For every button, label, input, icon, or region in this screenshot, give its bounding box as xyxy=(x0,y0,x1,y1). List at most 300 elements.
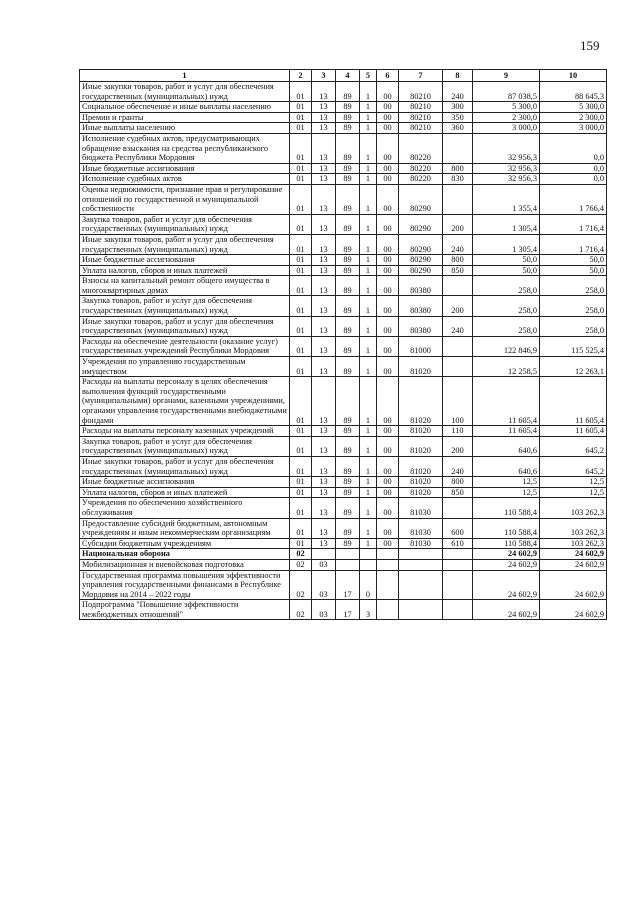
cell-col-2: 01 xyxy=(290,276,312,296)
cell-col-3: 13 xyxy=(312,377,336,426)
page-number: 159 xyxy=(580,38,600,53)
table-row xyxy=(80,102,607,113)
cell-col-2: 01 xyxy=(290,357,312,377)
cell-col-2: 01 xyxy=(290,518,312,538)
cell-col-10: 0,0 xyxy=(540,163,607,174)
column-header: 5 xyxy=(360,70,377,82)
cell-col-7: 81030 xyxy=(399,498,443,518)
row-name-cell: Закупка товаров, работ и услуг для обеспечения государственных (муниципальных) нужд xyxy=(80,214,290,234)
cell-col-6: 00 xyxy=(377,276,399,296)
table-row xyxy=(80,296,607,316)
cell-col-2: 01 xyxy=(290,112,312,123)
cell-col-6: 00 xyxy=(377,518,399,538)
cell-col-10: 1 716,4 xyxy=(540,234,607,254)
cell-col-7: 80290 xyxy=(399,265,443,276)
cell-col-9: 640,6 xyxy=(473,436,540,456)
cell-col-10: 24 602,9 xyxy=(540,549,607,560)
table-row xyxy=(80,559,607,570)
cell-col-4: 89 xyxy=(336,265,360,276)
table-row xyxy=(80,184,607,214)
table-row xyxy=(80,214,607,234)
table-row xyxy=(80,518,607,538)
cell-col-10: 645,2 xyxy=(540,456,607,476)
table-body xyxy=(80,82,607,620)
table-row xyxy=(80,265,607,276)
cell-col-8 xyxy=(443,549,473,560)
row-name-cell: Учреждения по обеспечению хозяйственного обслуживания xyxy=(80,498,290,518)
cell-col-8: 240 xyxy=(443,234,473,254)
cell-col-10: 0,0 xyxy=(540,133,607,163)
cell-col-7: 80290 xyxy=(399,255,443,266)
column-header: 8 xyxy=(443,70,473,82)
cell-col-10: 1 716,4 xyxy=(540,214,607,234)
row-name-cell: Закупка товаров, работ и услуг для обеспечения государственных (муниципальных) нужд xyxy=(80,296,290,316)
cell-col-7: 80380 xyxy=(399,316,443,336)
cell-col-9: 32 956,3 xyxy=(473,163,540,174)
cell-col-4: 89 xyxy=(336,234,360,254)
row-name-cell: Предоставление субсидий бюджетным, автономным учреждениям и иным некоммерческим организациям xyxy=(80,518,290,538)
cell-col-5: 1 xyxy=(360,265,377,276)
cell-col-10: 0,0 xyxy=(540,174,607,185)
table-row xyxy=(80,316,607,336)
cell-col-2: 01 xyxy=(290,316,312,336)
cell-col-8 xyxy=(443,570,473,600)
cell-col-9: 110 588,4 xyxy=(473,538,540,549)
cell-col-10: 24 602,9 xyxy=(540,600,607,620)
cell-col-9: 87 038,5 xyxy=(473,82,540,102)
cell-col-3: 13 xyxy=(312,426,336,437)
cell-col-4: 89 xyxy=(336,163,360,174)
cell-col-10: 24 602,9 xyxy=(540,559,607,570)
row-name-cell: Иные выплаты населению xyxy=(80,123,290,134)
cell-col-8: 600 xyxy=(443,518,473,538)
table-row xyxy=(80,456,607,476)
cell-col-9: 1 305,4 xyxy=(473,214,540,234)
column-header: 2 xyxy=(290,70,312,82)
cell-col-8: 850 xyxy=(443,487,473,498)
cell-col-5: 1 xyxy=(360,255,377,266)
row-name-cell: Расходы на выплаты персоналу в целях обеспечения выполнения функций государственными (муниципальными) органами, казенными учреждениями, органами управления государственными внебюджетными фондами xyxy=(80,377,290,426)
cell-col-3: 13 xyxy=(312,234,336,254)
row-name-cell: Премии и гранты xyxy=(80,112,290,123)
row-name-cell: Иные закупки товаров, работ и услуг для обеспечения государственных (муниципальных) нужд xyxy=(80,456,290,476)
cell-col-9: 32 956,3 xyxy=(473,174,540,185)
cell-col-4: 89 xyxy=(336,357,360,377)
table-row xyxy=(80,570,607,600)
cell-col-8: 240 xyxy=(443,82,473,102)
cell-col-9: 640,6 xyxy=(473,456,540,476)
cell-col-8: 110 xyxy=(443,426,473,437)
cell-col-5: 1 xyxy=(360,276,377,296)
table-row xyxy=(80,477,607,488)
cell-col-3: 13 xyxy=(312,518,336,538)
cell-col-5 xyxy=(360,549,377,560)
table-header-row xyxy=(80,70,607,82)
row-name-cell: Иные бюджетные ассигнования xyxy=(80,255,290,266)
cell-col-4: 89 xyxy=(336,426,360,437)
cell-col-6: 00 xyxy=(377,184,399,214)
cell-col-4: 89 xyxy=(336,112,360,123)
cell-col-2: 01 xyxy=(290,456,312,476)
cell-col-7 xyxy=(399,559,443,570)
cell-col-6: 00 xyxy=(377,102,399,113)
cell-col-6 xyxy=(377,559,399,570)
cell-col-4: 89 xyxy=(336,377,360,426)
table-row xyxy=(80,600,607,620)
table-row xyxy=(80,538,607,549)
column-header: 6 xyxy=(377,70,399,82)
cell-col-9: 5 300,0 xyxy=(473,102,540,113)
cell-col-10: 103 262,3 xyxy=(540,538,607,549)
cell-col-8: 240 xyxy=(443,456,473,476)
cell-col-6: 00 xyxy=(377,234,399,254)
cell-col-6: 00 xyxy=(377,296,399,316)
cell-col-2: 01 xyxy=(290,123,312,134)
column-header: 1 xyxy=(80,70,290,82)
row-name-cell: Национальная оборона xyxy=(80,549,290,560)
cell-col-7: 80220 xyxy=(399,163,443,174)
cell-col-2: 01 xyxy=(290,487,312,498)
cell-col-6: 00 xyxy=(377,163,399,174)
cell-col-4: 89 xyxy=(336,214,360,234)
cell-col-3: 13 xyxy=(312,487,336,498)
cell-col-8: 100 xyxy=(443,377,473,426)
cell-col-9: 24 602,9 xyxy=(473,559,540,570)
column-header: 10 xyxy=(540,70,607,82)
cell-col-7: 80210 xyxy=(399,102,443,113)
cell-col-5: 1 xyxy=(360,82,377,102)
table-row xyxy=(80,234,607,254)
cell-col-10: 11 605,4 xyxy=(540,377,607,426)
row-name-cell: Иные закупки товаров, работ и услуг для обеспечения государственных (муниципальных) нужд xyxy=(80,234,290,254)
cell-col-5: 1 xyxy=(360,112,377,123)
cell-col-2: 01 xyxy=(290,255,312,266)
cell-col-10: 2 300,0 xyxy=(540,112,607,123)
cell-col-8: 610 xyxy=(443,538,473,549)
cell-col-7: 80290 xyxy=(399,234,443,254)
cell-col-2: 01 xyxy=(290,426,312,437)
cell-col-3: 13 xyxy=(312,214,336,234)
row-name-cell: Мобилизационная и вневойсковая подготовка xyxy=(80,559,290,570)
cell-col-10: 3 000,0 xyxy=(540,123,607,134)
cell-col-3: 13 xyxy=(312,296,336,316)
cell-col-6: 00 xyxy=(377,477,399,488)
cell-col-4: 89 xyxy=(336,538,360,549)
cell-col-5: 1 xyxy=(360,426,377,437)
cell-col-7: 80210 xyxy=(399,123,443,134)
cell-col-6: 00 xyxy=(377,436,399,456)
cell-col-8 xyxy=(443,336,473,356)
cell-col-9: 258,0 xyxy=(473,296,540,316)
cell-col-4: 89 xyxy=(336,518,360,538)
table-row xyxy=(80,174,607,185)
cell-col-7: 80290 xyxy=(399,214,443,234)
cell-col-3: 13 xyxy=(312,498,336,518)
cell-col-7: 80380 xyxy=(399,296,443,316)
cell-col-5: 1 xyxy=(360,133,377,163)
cell-col-10: 50,0 xyxy=(540,255,607,266)
cell-col-5: 1 xyxy=(360,316,377,336)
cell-col-6: 00 xyxy=(377,82,399,102)
cell-col-10: 5 300,0 xyxy=(540,102,607,113)
cell-col-6: 00 xyxy=(377,174,399,185)
cell-col-9: 12 258,5 xyxy=(473,357,540,377)
cell-col-4: 89 xyxy=(336,456,360,476)
cell-col-9: 24 602,9 xyxy=(473,570,540,600)
cell-col-7: 80380 xyxy=(399,276,443,296)
cell-col-2: 01 xyxy=(290,498,312,518)
cell-col-7: 81020 xyxy=(399,477,443,488)
cell-col-4 xyxy=(336,559,360,570)
cell-col-6: 00 xyxy=(377,487,399,498)
cell-col-2: 01 xyxy=(290,82,312,102)
cell-col-10: 88 645,3 xyxy=(540,82,607,102)
cell-col-8: 800 xyxy=(443,163,473,174)
cell-col-7: 80210 xyxy=(399,112,443,123)
cell-col-10: 1 766,4 xyxy=(540,184,607,214)
cell-col-10: 103 262,3 xyxy=(540,518,607,538)
cell-col-6 xyxy=(377,600,399,620)
cell-col-10: 115 525,4 xyxy=(540,336,607,356)
cell-col-3: 13 xyxy=(312,82,336,102)
cell-col-9: 3 000,0 xyxy=(473,123,540,134)
row-name-cell: Взносы на капитальный ремонт общего имущества в многоквартирных домах xyxy=(80,276,290,296)
cell-col-3: 13 xyxy=(312,477,336,488)
cell-col-2: 01 xyxy=(290,102,312,113)
cell-col-9: 2 300,0 xyxy=(473,112,540,123)
cell-col-5: 1 xyxy=(360,456,377,476)
cell-col-7 xyxy=(399,549,443,560)
cell-col-4: 89 xyxy=(336,487,360,498)
cell-col-8 xyxy=(443,600,473,620)
table-row xyxy=(80,133,607,163)
cell-col-10: 258,0 xyxy=(540,316,607,336)
table-row xyxy=(80,255,607,266)
cell-col-6: 00 xyxy=(377,112,399,123)
cell-col-2: 01 xyxy=(290,436,312,456)
cell-col-3: 13 xyxy=(312,276,336,296)
cell-col-5: 1 xyxy=(360,436,377,456)
cell-col-3: 13 xyxy=(312,456,336,476)
cell-col-2: 01 xyxy=(290,336,312,356)
cell-col-9: 24 602,9 xyxy=(473,549,540,560)
cell-col-9: 1 355,4 xyxy=(473,184,540,214)
cell-col-5: 1 xyxy=(360,234,377,254)
cell-col-2: 01 xyxy=(290,163,312,174)
cell-col-5: 1 xyxy=(360,214,377,234)
cell-col-10: 24 602,9 xyxy=(540,570,607,600)
cell-col-3: 13 xyxy=(312,112,336,123)
cell-col-6: 00 xyxy=(377,538,399,549)
cell-col-8 xyxy=(443,133,473,163)
cell-col-3: 13 xyxy=(312,123,336,134)
cell-col-4: 89 xyxy=(336,82,360,102)
cell-col-8: 830 xyxy=(443,174,473,185)
row-name-cell: Социальное обеспечение и иные выплаты населению xyxy=(80,102,290,113)
cell-col-2: 02 xyxy=(290,600,312,620)
cell-col-9: 110 588,4 xyxy=(473,518,540,538)
cell-col-4: 17 xyxy=(336,570,360,600)
row-name-cell: Иные закупки товаров, работ и услуг для обеспечения государственных (муниципальных) нужд xyxy=(80,316,290,336)
cell-col-9: 12,5 xyxy=(473,487,540,498)
cell-col-3: 13 xyxy=(312,316,336,336)
cell-col-7: 81030 xyxy=(399,518,443,538)
cell-col-6 xyxy=(377,549,399,560)
cell-col-5: 1 xyxy=(360,357,377,377)
cell-col-10: 12 263,1 xyxy=(540,357,607,377)
cell-col-4: 89 xyxy=(336,477,360,488)
column-header: 3 xyxy=(312,70,336,82)
cell-col-3: 13 xyxy=(312,133,336,163)
cell-col-8 xyxy=(443,184,473,214)
cell-col-9: 258,0 xyxy=(473,316,540,336)
cell-col-7: 81020 xyxy=(399,456,443,476)
cell-col-10: 645,2 xyxy=(540,436,607,456)
cell-col-7: 80220 xyxy=(399,174,443,185)
cell-col-9: 50,0 xyxy=(473,255,540,266)
cell-col-5: 1 xyxy=(360,518,377,538)
cell-col-6: 00 xyxy=(377,336,399,356)
cell-col-7 xyxy=(399,570,443,600)
cell-col-5: 1 xyxy=(360,487,377,498)
cell-col-3: 03 xyxy=(312,570,336,600)
cell-col-4: 89 xyxy=(336,102,360,113)
cell-col-10: 258,0 xyxy=(540,296,607,316)
table-row xyxy=(80,498,607,518)
cell-col-6: 00 xyxy=(377,133,399,163)
cell-col-9: 258,0 xyxy=(473,276,540,296)
table-row xyxy=(80,123,607,134)
cell-col-6: 00 xyxy=(377,426,399,437)
column-header: 9 xyxy=(473,70,540,82)
cell-col-5: 1 xyxy=(360,538,377,549)
cell-col-9: 24 602,9 xyxy=(473,600,540,620)
cell-col-6: 00 xyxy=(377,214,399,234)
cell-col-5: 1 xyxy=(360,377,377,426)
cell-col-5: 1 xyxy=(360,163,377,174)
cell-col-2: 01 xyxy=(290,133,312,163)
cell-col-9: 1 305,4 xyxy=(473,234,540,254)
cell-col-6: 00 xyxy=(377,255,399,266)
table-row xyxy=(80,487,607,498)
row-name-cell: Иные закупки товаров, работ и услуг для обеспечения государственных (муниципальных) нужд xyxy=(80,82,290,102)
cell-col-3 xyxy=(312,549,336,560)
cell-col-10: 12,5 xyxy=(540,487,607,498)
column-header: 4 xyxy=(336,70,360,82)
cell-col-3: 13 xyxy=(312,184,336,214)
table-row xyxy=(80,276,607,296)
cell-col-2: 01 xyxy=(290,477,312,488)
cell-col-6: 00 xyxy=(377,316,399,336)
cell-col-8: 200 xyxy=(443,436,473,456)
cell-col-7: 81020 xyxy=(399,487,443,498)
cell-col-9: 12,5 xyxy=(473,477,540,488)
cell-col-5: 1 xyxy=(360,477,377,488)
cell-col-5: 3 xyxy=(360,600,377,620)
cell-col-6: 00 xyxy=(377,498,399,518)
cell-col-8: 350 xyxy=(443,112,473,123)
cell-col-6: 00 xyxy=(377,377,399,426)
cell-col-3: 13 xyxy=(312,538,336,549)
cell-col-6 xyxy=(377,570,399,600)
cell-col-10: 50,0 xyxy=(540,265,607,276)
cell-col-3: 03 xyxy=(312,600,336,620)
cell-col-4 xyxy=(336,549,360,560)
cell-col-5: 1 xyxy=(360,296,377,316)
cell-col-3: 13 xyxy=(312,436,336,456)
cell-col-7: 81000 xyxy=(399,336,443,356)
cell-col-5: 1 xyxy=(360,184,377,214)
cell-col-3: 13 xyxy=(312,357,336,377)
row-name-cell: Исполнение судебных актов, предусматривающих обращение взыскания на средства республиканского бюджета Республики Мордовия xyxy=(80,133,290,163)
cell-col-8: 800 xyxy=(443,477,473,488)
cell-col-6: 00 xyxy=(377,265,399,276)
table-row xyxy=(80,112,607,123)
row-name-cell: Расходы на выплаты персоналу казенных учреждений xyxy=(80,426,290,437)
row-name-cell: Иные бюджетные ассигнования xyxy=(80,163,290,174)
cell-col-6: 00 xyxy=(377,357,399,377)
cell-col-4: 89 xyxy=(336,296,360,316)
cell-col-7: 80210 xyxy=(399,82,443,102)
cell-col-5: 1 xyxy=(360,174,377,185)
cell-col-4: 89 xyxy=(336,174,360,185)
cell-col-5: 1 xyxy=(360,336,377,356)
cell-col-7: 81020 xyxy=(399,436,443,456)
cell-col-9: 110 588,4 xyxy=(473,498,540,518)
cell-col-10: 103 262,3 xyxy=(540,498,607,518)
budget-table xyxy=(79,69,607,620)
cell-col-8 xyxy=(443,276,473,296)
cell-col-2: 01 xyxy=(290,174,312,185)
cell-col-7: 81020 xyxy=(399,357,443,377)
column-header: 7 xyxy=(399,70,443,82)
row-name-cell: Подпрограмма "Повышение эффективности межбюджетных отношений" xyxy=(80,600,290,620)
cell-col-8: 800 xyxy=(443,255,473,266)
cell-col-2: 01 xyxy=(290,214,312,234)
cell-col-5: 1 xyxy=(360,498,377,518)
cell-col-6: 00 xyxy=(377,456,399,476)
table-row xyxy=(80,436,607,456)
cell-col-2: 01 xyxy=(290,184,312,214)
cell-col-4: 89 xyxy=(336,316,360,336)
cell-col-2: 01 xyxy=(290,377,312,426)
cell-col-9: 32 956,3 xyxy=(473,133,540,163)
cell-col-6: 00 xyxy=(377,123,399,134)
cell-col-2: 02 xyxy=(290,549,312,560)
row-name-cell: Уплата налогов, сборов и иных платежей xyxy=(80,487,290,498)
cell-col-2: 01 xyxy=(290,296,312,316)
row-name-cell: Расходы на обеспечение деятельности (оказание услуг) государственных учреждений Республики Мордовия xyxy=(80,336,290,356)
table-row xyxy=(80,82,607,102)
cell-col-3: 13 xyxy=(312,336,336,356)
cell-col-4: 89 xyxy=(336,498,360,518)
cell-col-3: 03 xyxy=(312,559,336,570)
cell-col-3: 13 xyxy=(312,102,336,113)
cell-col-5: 1 xyxy=(360,102,377,113)
cell-col-7: 81020 xyxy=(399,426,443,437)
cell-col-3: 13 xyxy=(312,255,336,266)
cell-col-10: 258,0 xyxy=(540,276,607,296)
cell-col-5: 1 xyxy=(360,123,377,134)
cell-col-8: 240 xyxy=(443,316,473,336)
row-name-cell: Закупка товаров, работ и услуг для обеспечения государственных (муниципальных) нужд xyxy=(80,436,290,456)
cell-col-4: 89 xyxy=(336,123,360,134)
cell-col-3: 13 xyxy=(312,265,336,276)
cell-col-3: 13 xyxy=(312,163,336,174)
cell-col-10: 11 605,4 xyxy=(540,426,607,437)
cell-col-8: 200 xyxy=(443,214,473,234)
cell-col-4: 89 xyxy=(336,133,360,163)
